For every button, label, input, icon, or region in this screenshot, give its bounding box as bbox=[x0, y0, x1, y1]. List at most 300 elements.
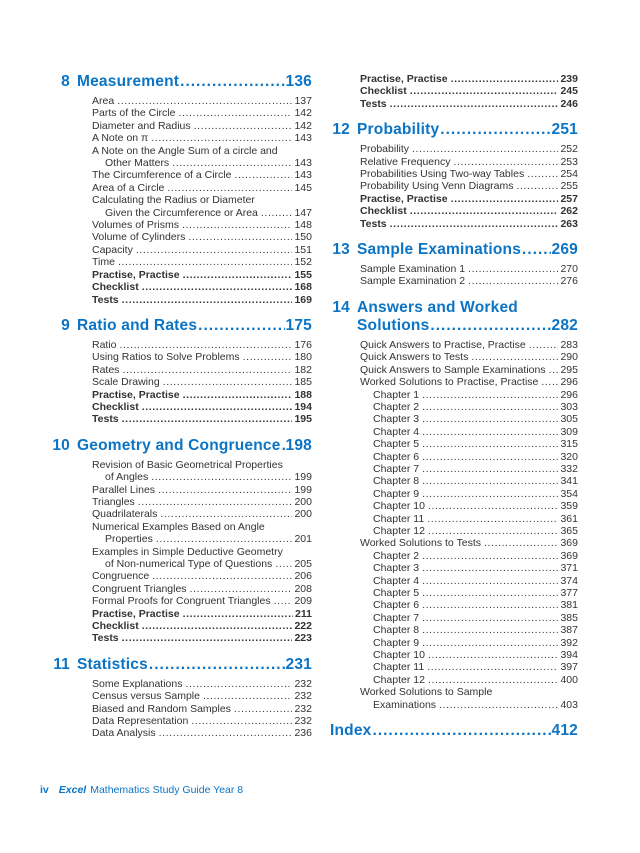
entry-page-number: 359 bbox=[560, 500, 578, 513]
dot-leader bbox=[428, 525, 559, 537]
entries-block bbox=[330, 73, 578, 110]
toc-entry bbox=[46, 120, 312, 132]
toc-entry bbox=[330, 661, 578, 673]
toc-entry bbox=[46, 727, 312, 739]
entry-title: A Note on the Angle Sum of a circle and bbox=[92, 144, 278, 157]
dot-leader bbox=[151, 471, 292, 483]
dot-leader bbox=[122, 364, 292, 376]
chapter-block bbox=[330, 241, 578, 288]
toc-entry bbox=[46, 508, 312, 520]
toc-entry bbox=[46, 678, 312, 690]
toc-entry bbox=[330, 193, 578, 205]
toc-entry bbox=[330, 550, 578, 562]
chapter-heading bbox=[330, 299, 578, 335]
entry-title: Tests bbox=[92, 413, 119, 426]
entry-title: Sample Examination 1 bbox=[360, 263, 466, 276]
toc-entry bbox=[330, 562, 578, 574]
dot-leader bbox=[183, 608, 293, 620]
entry-page-number: 303 bbox=[560, 400, 578, 413]
dot-leader bbox=[182, 219, 293, 231]
entry-page-number: 392 bbox=[560, 636, 578, 649]
entry-title: Chapter 7 bbox=[373, 611, 420, 624]
chapter-title: Answers and Worked bbox=[357, 298, 518, 316]
dot-leader bbox=[118, 256, 293, 268]
toc-entry bbox=[46, 364, 312, 376]
toc-entry bbox=[46, 583, 312, 595]
entry-page-number: 201 bbox=[294, 533, 312, 546]
entry-title: Volume of Cylinders bbox=[92, 231, 186, 244]
chapter-heading-line bbox=[46, 656, 312, 674]
dot-leader bbox=[440, 121, 550, 139]
toc-entry bbox=[46, 558, 312, 570]
entry-page-number: 397 bbox=[560, 661, 578, 674]
dot-leader bbox=[517, 180, 559, 192]
dot-leader bbox=[422, 612, 558, 624]
toc-entry bbox=[46, 351, 312, 363]
toc-entry bbox=[330, 438, 578, 450]
entry-title: Chapter 2 bbox=[373, 549, 420, 562]
dot-leader bbox=[451, 73, 559, 85]
toc-entry bbox=[330, 205, 578, 217]
dot-leader bbox=[451, 193, 559, 205]
entry-title: Rates bbox=[92, 363, 120, 376]
entry-page-number: 270 bbox=[560, 263, 578, 276]
entry-page-number: 283 bbox=[560, 338, 578, 351]
toc-columns bbox=[46, 73, 580, 744]
chapter-block bbox=[46, 73, 312, 306]
entry-title: Worked Solutions to Tests bbox=[360, 537, 482, 550]
entry-title: Formal Proofs for Congruent Triangles bbox=[92, 595, 271, 608]
toc-entry bbox=[330, 649, 578, 661]
chapter-heading-line bbox=[330, 299, 578, 317]
toc-entry bbox=[46, 401, 312, 413]
entry-title: Chapter 10 bbox=[373, 649, 425, 662]
entry-title: Triangles bbox=[92, 495, 135, 508]
dot-leader bbox=[410, 85, 559, 97]
entry-title: Congruence bbox=[92, 570, 150, 583]
toc-entry bbox=[46, 595, 312, 607]
dot-leader bbox=[188, 231, 292, 243]
entry-title: Worked Solutions to Sample bbox=[360, 686, 493, 699]
dot-leader bbox=[471, 351, 558, 363]
chapter-title: Statistics bbox=[77, 655, 148, 673]
entry-title: Checklist bbox=[360, 205, 407, 218]
entry-title: of Non-numerical Type of Questions bbox=[105, 558, 273, 570]
entry-title: Chapter 11 bbox=[373, 661, 425, 674]
entry-page-number: 257 bbox=[560, 192, 578, 205]
entry-title: Diameter and Radius bbox=[92, 119, 191, 132]
page-footer bbox=[40, 784, 243, 796]
toc-entry bbox=[330, 500, 578, 512]
chapter-heading-line bbox=[46, 437, 312, 455]
entry-page-number: 182 bbox=[294, 363, 312, 376]
toc-entry bbox=[330, 376, 578, 388]
chapter-page-number: 231 bbox=[285, 655, 312, 673]
toc-entry bbox=[330, 587, 578, 599]
entry-title: Tests bbox=[92, 632, 119, 645]
entry-page-number: 188 bbox=[294, 388, 312, 401]
dot-leader bbox=[422, 488, 558, 500]
toc-entry bbox=[330, 73, 578, 85]
entry-page-number: 180 bbox=[294, 351, 312, 364]
chapter-heading-line bbox=[46, 73, 312, 91]
toc-entry bbox=[330, 180, 578, 192]
dot-leader bbox=[122, 294, 293, 306]
dot-leader bbox=[453, 156, 558, 168]
dot-leader bbox=[422, 599, 558, 611]
toc-entry bbox=[46, 219, 312, 231]
entry-title: Chapter 12 bbox=[373, 673, 425, 686]
entry-title: Chapter 3 bbox=[373, 413, 420, 426]
chapter-heading-line bbox=[330, 121, 578, 139]
dot-leader bbox=[549, 364, 559, 376]
entry-title: Practise, Practise bbox=[92, 607, 180, 620]
toc-column-right bbox=[330, 73, 578, 744]
chapter-heading bbox=[46, 437, 312, 455]
entry-page-number: 365 bbox=[560, 524, 578, 537]
toc-entry bbox=[46, 376, 312, 388]
entry-page-number: 341 bbox=[560, 475, 578, 488]
chapter-page-number: 198 bbox=[285, 436, 312, 454]
entry-title: Chapter 1 bbox=[373, 388, 420, 401]
entry-page-number: 142 bbox=[294, 107, 312, 120]
entry-title: Capacity bbox=[92, 243, 133, 256]
entry-page-number: 253 bbox=[560, 155, 578, 168]
entry-title: of Angles bbox=[105, 471, 149, 484]
entry-page-number: 255 bbox=[560, 180, 578, 193]
entry-title: Checklist bbox=[92, 281, 139, 294]
toc-entry bbox=[46, 157, 312, 169]
entry-title: Chapter 7 bbox=[373, 462, 420, 475]
dot-leader bbox=[372, 722, 550, 740]
entry-page-number: 374 bbox=[560, 574, 578, 587]
dot-leader bbox=[142, 281, 293, 293]
dot-leader bbox=[422, 401, 558, 413]
dot-leader bbox=[541, 376, 558, 388]
dot-leader bbox=[234, 169, 292, 181]
toc-column-left bbox=[46, 73, 312, 744]
toc-entry bbox=[330, 401, 578, 413]
entry-page-number: 296 bbox=[560, 388, 578, 401]
chapter-title: Geometry and Congruence bbox=[77, 436, 281, 454]
entry-page-number: 232 bbox=[294, 715, 312, 728]
chapter-heading bbox=[330, 722, 578, 740]
chapter-block bbox=[330, 121, 578, 230]
entry-page-number: 369 bbox=[560, 549, 578, 562]
entry-title: Chapter 8 bbox=[373, 475, 420, 488]
toc-entry bbox=[330, 699, 578, 711]
entry-page-number: 320 bbox=[560, 450, 578, 463]
entry-page-number: 143 bbox=[294, 157, 312, 170]
entry-title: Checklist bbox=[360, 85, 407, 98]
toc-entry bbox=[46, 484, 312, 496]
dot-leader bbox=[422, 463, 558, 475]
toc-entry bbox=[330, 513, 578, 525]
entry-page-number: 222 bbox=[294, 620, 312, 633]
chapter-block bbox=[46, 317, 312, 426]
entry-title: Chapter 4 bbox=[373, 425, 420, 438]
toc-entry bbox=[330, 143, 578, 155]
entry-title: Parts of the Circle bbox=[92, 107, 176, 120]
entry-title: Practise, Practise bbox=[92, 268, 180, 281]
toc-entry bbox=[46, 413, 312, 425]
dot-leader bbox=[282, 437, 285, 455]
entry-page-number: 309 bbox=[560, 425, 578, 438]
toc-entry bbox=[330, 575, 578, 587]
chapter-block bbox=[46, 656, 312, 740]
entry-title: Congruent Triangles bbox=[92, 582, 187, 595]
toc-entry bbox=[46, 703, 312, 715]
toc-entry bbox=[330, 624, 578, 636]
toc-entry bbox=[46, 715, 312, 727]
entry-title: Chapter 5 bbox=[373, 587, 420, 599]
entry-page-number: 200 bbox=[294, 495, 312, 508]
entry-page-number: 199 bbox=[294, 471, 312, 484]
entry-title: Quick Answers to Practise, Practise bbox=[360, 338, 526, 351]
dot-leader bbox=[422, 562, 558, 574]
toc-entry bbox=[46, 459, 312, 471]
entry-page-number: 387 bbox=[560, 624, 578, 637]
entry-title: Chapter 6 bbox=[373, 450, 420, 463]
entry-page-number: 371 bbox=[560, 562, 578, 575]
dot-leader bbox=[422, 475, 558, 487]
entry-title: Quadrilaterals bbox=[92, 508, 158, 521]
entry-page-number: 169 bbox=[294, 293, 312, 306]
chapter-block bbox=[330, 299, 578, 711]
dot-leader bbox=[274, 595, 293, 607]
entry-title: Some Explanations bbox=[92, 677, 183, 690]
chapter-number: 12 bbox=[332, 121, 350, 139]
entry-page-number: 295 bbox=[560, 363, 578, 376]
toc-entry bbox=[46, 690, 312, 702]
dot-leader bbox=[422, 624, 558, 636]
toc-entry bbox=[330, 525, 578, 537]
chapter-title: Solutions bbox=[357, 316, 430, 334]
entry-title: Chapter 10 bbox=[373, 500, 425, 513]
chapter-heading-line bbox=[46, 317, 312, 335]
entry-page-number: 262 bbox=[560, 205, 578, 218]
dot-leader bbox=[468, 263, 558, 275]
toc-entry bbox=[46, 389, 312, 401]
dot-leader bbox=[422, 550, 558, 562]
dot-leader bbox=[422, 575, 558, 587]
entry-page-number: 232 bbox=[294, 702, 312, 715]
footer-page-number: iv bbox=[40, 784, 49, 796]
entry-page-number: 377 bbox=[560, 587, 578, 599]
dot-leader bbox=[172, 157, 292, 169]
entry-page-number: 263 bbox=[560, 217, 578, 230]
chapter-heading-line bbox=[330, 722, 578, 740]
entry-title: Practise, Practise bbox=[360, 73, 448, 85]
entry-page-number: 151 bbox=[294, 243, 312, 256]
dot-leader bbox=[142, 620, 293, 632]
toc-entry bbox=[330, 389, 578, 401]
toc-entry bbox=[46, 194, 312, 206]
toc-entry bbox=[46, 294, 312, 306]
entry-page-number: 385 bbox=[560, 611, 578, 624]
entry-title: The Circumference of a Circle bbox=[92, 169, 232, 182]
entry-page-number: 208 bbox=[294, 582, 312, 595]
toc-entry bbox=[330, 426, 578, 438]
entry-title: Chapter 4 bbox=[373, 574, 420, 587]
toc-entry bbox=[46, 95, 312, 107]
entry-page-number: 200 bbox=[294, 508, 312, 521]
entry-page-number: 290 bbox=[560, 351, 578, 364]
entry-title: Chapter 8 bbox=[373, 624, 420, 637]
entry-page-number: 194 bbox=[294, 400, 312, 413]
entry-title: Checklist bbox=[92, 400, 139, 413]
dot-leader bbox=[159, 727, 293, 739]
dot-leader bbox=[243, 351, 293, 363]
toc-entry bbox=[46, 207, 312, 219]
toc-entry bbox=[46, 244, 312, 256]
entry-page-number: 232 bbox=[294, 690, 312, 703]
entry-page-number: 332 bbox=[560, 462, 578, 475]
chapter-block bbox=[330, 722, 578, 740]
entry-page-number: 143 bbox=[294, 169, 312, 182]
footer-book-title: Mathematics Study Guide Year 8 bbox=[90, 784, 244, 796]
entry-title: Other Matters bbox=[105, 157, 170, 170]
entry-title: Probability Using Venn Diagrams bbox=[360, 180, 514, 193]
entry-title: Practise, Practise bbox=[360, 192, 448, 205]
chapter-title: Measurement bbox=[77, 73, 180, 90]
toc-entry bbox=[46, 608, 312, 620]
dot-leader bbox=[234, 703, 293, 715]
dot-leader bbox=[183, 389, 293, 401]
dot-leader bbox=[529, 339, 559, 351]
chapter-heading bbox=[330, 241, 578, 259]
toc-entry bbox=[46, 570, 312, 582]
toc-entry bbox=[330, 637, 578, 649]
dot-leader bbox=[138, 496, 293, 508]
dot-leader bbox=[152, 570, 292, 582]
chapter-heading-line bbox=[330, 241, 578, 259]
dot-leader bbox=[428, 649, 559, 661]
entry-page-number: 232 bbox=[294, 677, 312, 690]
toc-entry bbox=[46, 132, 312, 144]
chapter-title: Index bbox=[330, 722, 372, 740]
entry-title: Scale Drawing bbox=[92, 376, 160, 389]
dot-leader bbox=[430, 317, 550, 335]
dot-leader bbox=[183, 269, 293, 281]
entry-page-number: 400 bbox=[560, 673, 578, 686]
chapter-title: Probability bbox=[357, 121, 440, 139]
entry-page-number: 137 bbox=[294, 95, 312, 107]
entry-page-number: 205 bbox=[294, 558, 312, 570]
toc-entry bbox=[330, 674, 578, 686]
entry-title: Biased and Random Samples bbox=[92, 702, 231, 715]
toc-entry bbox=[46, 145, 312, 157]
entry-page-number: 296 bbox=[560, 376, 578, 389]
chapter-heading bbox=[46, 317, 312, 335]
dot-leader bbox=[160, 508, 292, 520]
entry-title: Chapter 3 bbox=[373, 562, 420, 575]
toc-entry bbox=[330, 612, 578, 624]
toc-entry bbox=[46, 521, 312, 533]
entry-title: Chapter 9 bbox=[373, 636, 420, 649]
entry-page-number: 223 bbox=[294, 632, 312, 645]
entry-title: Chapter 6 bbox=[373, 599, 420, 612]
dot-leader bbox=[122, 413, 293, 425]
entry-page-number: 276 bbox=[560, 275, 578, 288]
entry-title: Quick Answers to Sample Examinations bbox=[360, 363, 546, 376]
entry-page-number: 143 bbox=[294, 132, 312, 145]
dot-leader bbox=[194, 120, 293, 132]
entry-title: Quick Answers to Tests bbox=[360, 351, 469, 364]
toc-entry bbox=[46, 169, 312, 181]
toc-entry bbox=[46, 107, 312, 119]
entry-page-number: 236 bbox=[294, 727, 312, 740]
entry-page-number: 403 bbox=[560, 698, 578, 711]
dot-leader bbox=[136, 244, 293, 256]
chapter-number: 10 bbox=[52, 436, 70, 454]
toc-entry bbox=[46, 339, 312, 351]
dot-leader bbox=[117, 95, 292, 107]
chapter-page-number: 282 bbox=[551, 316, 578, 334]
entry-page-number: 211 bbox=[295, 607, 312, 620]
toc-entry bbox=[330, 537, 578, 549]
dot-leader bbox=[390, 98, 559, 110]
dot-leader bbox=[422, 637, 558, 649]
entry-title: Probability bbox=[360, 143, 410, 156]
toc-entry bbox=[330, 488, 578, 500]
toc-entry bbox=[46, 231, 312, 243]
entry-title: Probabilities Using Two-way Tables bbox=[360, 168, 525, 181]
dot-leader bbox=[198, 317, 284, 335]
dot-leader bbox=[468, 275, 558, 287]
entry-page-number: 150 bbox=[294, 231, 312, 244]
chapter-number: 14 bbox=[332, 298, 350, 316]
chapter-heading-line bbox=[330, 317, 578, 335]
dot-leader bbox=[422, 389, 558, 401]
toc-entry bbox=[46, 471, 312, 483]
dot-leader bbox=[422, 413, 558, 425]
dot-leader bbox=[522, 241, 551, 259]
toc-entry bbox=[46, 182, 312, 194]
entry-page-number: 148 bbox=[294, 219, 312, 232]
toc-entry bbox=[330, 168, 578, 180]
entry-title: Tests bbox=[360, 97, 387, 110]
toc-entry bbox=[46, 281, 312, 293]
entry-title: Worked Solutions to Practise, Practise bbox=[360, 376, 539, 389]
toc-entry bbox=[330, 263, 578, 275]
entry-title: Tests bbox=[92, 293, 119, 306]
dot-leader bbox=[261, 207, 293, 219]
dot-leader bbox=[142, 401, 293, 413]
dot-leader bbox=[422, 587, 558, 599]
entry-title: Volumes of Prisms bbox=[92, 219, 179, 232]
entry-title: Parallel Lines bbox=[92, 483, 156, 496]
chapter-title: Ratio and Rates bbox=[77, 316, 198, 334]
entry-title: Ratio bbox=[92, 338, 117, 351]
dot-leader bbox=[191, 715, 292, 727]
entry-title: Chapter 12 bbox=[373, 524, 425, 537]
entry-page-number: 245 bbox=[560, 85, 578, 98]
dot-leader bbox=[122, 632, 293, 644]
toc-entry bbox=[330, 98, 578, 110]
entry-title: Data Analysis bbox=[92, 727, 156, 740]
entry-title: Practise, Practise bbox=[92, 388, 180, 401]
dot-leader bbox=[422, 426, 558, 438]
entry-page-number: 315 bbox=[560, 438, 578, 451]
entry-page-number: 252 bbox=[560, 143, 578, 156]
entry-title: Area bbox=[92, 95, 115, 107]
toc-entry bbox=[330, 463, 578, 475]
entry-title: Sample Examination 2 bbox=[360, 275, 466, 288]
entry-page-number: 354 bbox=[560, 487, 578, 500]
entry-page-number: 209 bbox=[294, 595, 312, 608]
entry-title: Given the Circumference or Area bbox=[105, 206, 258, 219]
